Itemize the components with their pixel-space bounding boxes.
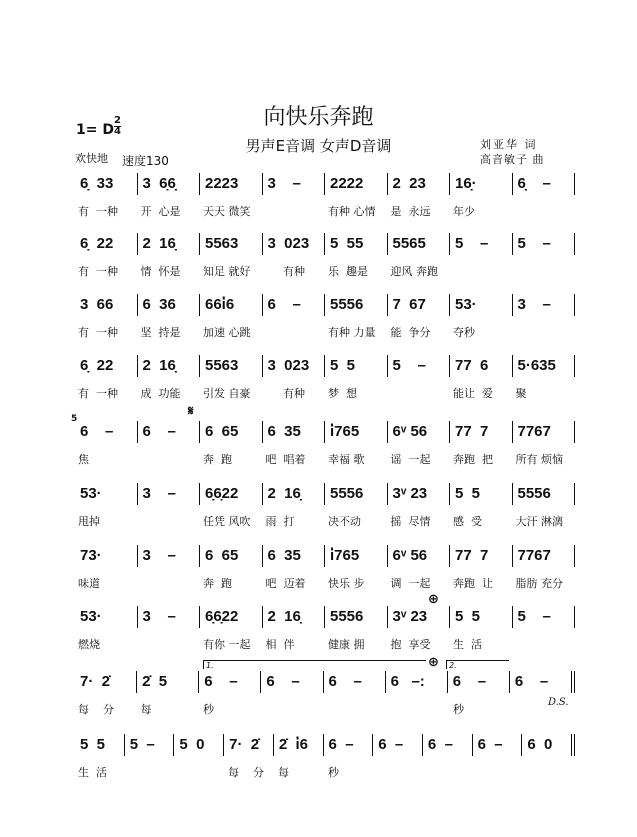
lyric: 幸福 歌	[328, 453, 365, 466]
lyric: 秒	[203, 703, 214, 716]
measure: 6̣6̣22	[199, 606, 262, 628]
lyric-line	[75, 263, 575, 279]
measure: 6 –	[262, 294, 325, 316]
measure: 53·	[449, 294, 512, 316]
measure: 5563	[199, 233, 262, 255]
lyric	[263, 203, 326, 219]
lyric: 吧 迈着	[265, 577, 306, 590]
lyric: 天天 微笑	[203, 205, 251, 218]
lyric: 甩掉	[78, 515, 100, 528]
measure: 53·	[80, 485, 102, 502]
measure: 5 –	[124, 734, 174, 756]
lyric: 味道	[78, 577, 100, 590]
lyric	[125, 764, 175, 780]
lyric: 有 一种	[78, 265, 118, 278]
measure: 6 –	[137, 421, 200, 443]
measure-line	[75, 545, 575, 567]
lyric-line	[75, 513, 575, 529]
measure: i̇765	[324, 421, 387, 443]
measure: 6ᵛ 56	[387, 421, 450, 443]
measure: i̇765	[324, 545, 387, 567]
lyric: 任凭 风吹	[203, 515, 251, 528]
measure: 5556	[324, 483, 387, 505]
lyric: 迎风 奔跑	[390, 265, 438, 278]
lyric-line	[75, 385, 575, 401]
lyric: 聚	[515, 387, 527, 400]
measure: 2̇ i̇6	[273, 734, 323, 756]
lyric: 成 功能	[140, 387, 181, 400]
measure: 3 023	[262, 355, 325, 377]
measure: 5 0	[173, 734, 223, 756]
score-row	[75, 355, 575, 401]
measure-line	[75, 173, 575, 195]
score-row	[75, 671, 575, 717]
lyric: 谣 一起	[390, 453, 431, 466]
key-signature: 1= D	[76, 122, 114, 138]
lyric: 所有 烦恼	[515, 453, 563, 466]
measure: 5 5	[449, 606, 512, 628]
lyric: 摇 尽情	[390, 515, 431, 528]
lyric: 梦 想	[328, 387, 357, 400]
measure: 6 –:	[385, 671, 447, 693]
lyric: 生 活	[453, 638, 482, 651]
measure: 6̣ 33	[80, 175, 114, 192]
lyric: 大汗 淋漓	[515, 515, 563, 528]
measure: 6 –	[323, 734, 373, 756]
lyric	[425, 764, 475, 780]
measure: 2̇ 5	[136, 671, 198, 693]
lyric	[513, 636, 576, 652]
lyric: 有 一种	[78, 205, 118, 218]
lyric: 有 一种	[78, 326, 118, 339]
measure: 6̣ 22	[80, 235, 114, 252]
lyric: 生 活	[78, 766, 107, 779]
lyric: 吧 唱着	[265, 453, 306, 466]
measure: 5 –	[449, 233, 512, 255]
lyric	[325, 701, 388, 717]
measure-line	[75, 355, 575, 377]
lyric	[513, 203, 576, 219]
measure: 6̣ 22	[80, 357, 114, 374]
lyric: 奔跑 让	[453, 577, 493, 590]
score-row	[75, 483, 575, 529]
score-row	[75, 233, 575, 279]
segno-icon: 𝄋	[188, 404, 194, 419]
measure: 3 –	[137, 606, 200, 628]
measure: 5563	[199, 355, 262, 377]
lyric-line	[75, 636, 575, 652]
lyric	[263, 701, 326, 717]
measure: 6 35	[262, 545, 325, 567]
lyric: 每	[278, 766, 289, 779]
measure: 3ᵛ 23	[387, 483, 450, 505]
lyric: 是 永远	[390, 205, 431, 218]
lyric: 夺秒	[453, 326, 475, 339]
lyric-line	[75, 324, 575, 340]
lyric	[175, 764, 225, 780]
measure: 73·	[80, 547, 102, 564]
lyric	[513, 324, 576, 340]
lyric-line	[75, 575, 575, 591]
lyric: 乐 趣是	[328, 265, 368, 278]
lyric: 开 心是	[140, 205, 181, 218]
measure: 7767	[512, 421, 576, 443]
measure: 77 7	[449, 545, 512, 567]
lyric: 秒	[453, 703, 464, 716]
measure: 77 6	[449, 355, 512, 377]
lyric: 能让 爱	[453, 387, 493, 400]
measure: 5 55	[324, 233, 387, 255]
volta-first-ending	[203, 660, 426, 669]
measure: 2 16̣	[137, 233, 200, 255]
lyric: 能 争分	[390, 326, 431, 339]
lyric: 快乐 步	[328, 577, 365, 590]
lyric-line	[75, 451, 575, 467]
measure: 5556	[324, 606, 387, 628]
measure: 6 –	[372, 734, 422, 756]
lyric	[138, 513, 201, 529]
coda-icon: ⊕	[428, 592, 439, 607]
measure: 66i̇6	[199, 294, 262, 316]
measure: 5556	[512, 483, 576, 505]
lyric	[388, 701, 451, 717]
measure: 6 65	[199, 421, 262, 443]
measure: 6 –	[198, 671, 260, 693]
lyric: 秒	[328, 766, 339, 779]
lyric: 引发 自豪	[203, 387, 251, 400]
measure: 2 23	[387, 173, 450, 195]
measure: 2 16̣	[262, 483, 325, 505]
dal-segno-marking: D.S.	[548, 697, 569, 708]
lyric: 脂肪 充分	[515, 577, 563, 590]
lyric	[138, 575, 201, 591]
measure: 6 –	[80, 423, 114, 440]
lyric: 情 怀是	[140, 265, 181, 278]
measure: 7767	[512, 545, 576, 567]
coda-icon-2: ⊕	[428, 655, 439, 670]
measure: 7· 2̇	[80, 673, 111, 690]
measure: 6̣6̣22	[199, 483, 262, 505]
lyric: 奔 跑	[203, 577, 232, 590]
measure: 3 –	[137, 545, 200, 567]
measure: 5 –	[512, 233, 576, 255]
measure: 3 66	[80, 296, 114, 313]
measure: 6 65	[199, 545, 262, 567]
volta-1-label: 1.	[206, 661, 214, 670]
subtitle-keys: 男声E音调 女声D音调	[245, 137, 392, 155]
measure: 7 67	[387, 294, 450, 316]
time-signature	[114, 116, 121, 137]
time-top: 2	[114, 115, 121, 126]
measure-line	[75, 606, 575, 628]
lyric: 有种 心情	[328, 205, 376, 218]
lyric	[388, 385, 451, 401]
lyricist-credit: 刘亚华 词	[480, 138, 538, 151]
measure: 6 –	[323, 671, 385, 693]
measure: 6 –	[509, 671, 575, 693]
lyric-line	[75, 701, 575, 717]
lyric	[138, 636, 201, 652]
lyric: 决不动	[328, 515, 361, 528]
score-row	[75, 173, 575, 219]
measure-line	[75, 671, 575, 693]
measure: 5 –	[387, 355, 450, 377]
measure: 5·635	[512, 355, 576, 377]
song-title: 向快乐奔跑	[263, 105, 374, 130]
lyric	[375, 764, 425, 780]
grace-note: 5	[71, 414, 78, 424]
lyric	[525, 764, 575, 780]
measure: 77 7	[449, 421, 512, 443]
lyric: 焦	[78, 453, 89, 466]
lyric: 奔 跑	[203, 453, 232, 466]
measure: 6 –	[260, 671, 322, 693]
lyric: 相 伴	[265, 638, 295, 651]
score-row	[75, 294, 575, 340]
lyric: 坚 持是	[140, 326, 181, 339]
measure: 6 0	[521, 734, 575, 756]
measure: 2 16̣	[137, 355, 200, 377]
lyric: 燃烧	[78, 638, 100, 651]
score-row	[75, 734, 575, 780]
lyric: 有 一种	[78, 387, 118, 400]
lyric	[513, 263, 576, 279]
score-row	[75, 545, 575, 591]
lyric: 有种	[265, 265, 305, 278]
measure: 6 –	[447, 671, 509, 693]
score-row	[75, 606, 575, 652]
volta-2-label: 2.	[449, 661, 457, 670]
lyric: 感 受	[453, 515, 482, 528]
measure: 2 16̣	[262, 606, 325, 628]
volta-second-ending	[446, 660, 509, 669]
lyric	[475, 764, 525, 780]
mood-marking: 欢快地	[75, 152, 108, 165]
lyric	[450, 263, 513, 279]
measure-line	[75, 734, 575, 756]
lyric: 每	[140, 703, 152, 716]
lyric: 奔跑 把	[453, 453, 493, 466]
lyric-line	[75, 764, 575, 780]
measure: 6 35	[262, 421, 325, 443]
measure: 5 5	[80, 736, 106, 753]
measure: 53·	[80, 608, 102, 625]
measure-line	[75, 421, 575, 443]
measure: 6 –	[422, 734, 472, 756]
measure: 5 –	[512, 606, 576, 628]
measure: 6̣ –	[512, 173, 576, 195]
lyric: 健康 拥	[328, 638, 365, 651]
measure: 2223	[199, 173, 262, 195]
measure-line	[75, 233, 575, 255]
measure: 3 023	[262, 233, 325, 255]
measure: 6 36	[137, 294, 200, 316]
lyric: 抱 享受	[390, 638, 431, 651]
lyric: 知足 就好	[203, 265, 251, 278]
measure: 5 5	[449, 483, 512, 505]
lyric: 有种 力量	[328, 326, 376, 339]
lyric: 调 一起	[390, 577, 431, 590]
measure: 3ᵛ 23	[387, 606, 450, 628]
tempo-marking: 速度130	[122, 154, 169, 168]
time-bottom: 4	[114, 126, 121, 137]
measure: 5556	[324, 294, 387, 316]
measure: 3 –	[512, 294, 576, 316]
measure-line	[75, 294, 575, 316]
lyric-line	[75, 203, 575, 219]
measure: 2222	[324, 173, 387, 195]
lyric: 年少	[453, 205, 475, 218]
lyric: 加速 心跳	[203, 326, 251, 339]
measure: 3 –	[137, 483, 200, 505]
lyric: 每 分	[78, 703, 114, 716]
measure-line	[75, 483, 575, 505]
measure: 7· 2̇	[223, 734, 273, 756]
lyric	[263, 324, 326, 340]
lyric	[138, 451, 201, 467]
measure: 5 5	[324, 355, 387, 377]
composer-credit: 高音敏子 曲	[480, 153, 545, 166]
measure: 3 6̣6̣	[137, 173, 200, 195]
lyric: 每 分	[228, 766, 264, 779]
measure: 6ᵛ 56	[387, 545, 450, 567]
measure: 3 –	[262, 173, 325, 195]
score-row	[75, 421, 575, 467]
lyric: 雨 打	[265, 515, 295, 528]
measure: 16̣·	[449, 173, 512, 195]
lyric: 有你 一起	[203, 638, 251, 651]
lyric: 有种	[265, 387, 305, 400]
measure: 6 –	[472, 734, 522, 756]
measure: 5565	[387, 233, 450, 255]
